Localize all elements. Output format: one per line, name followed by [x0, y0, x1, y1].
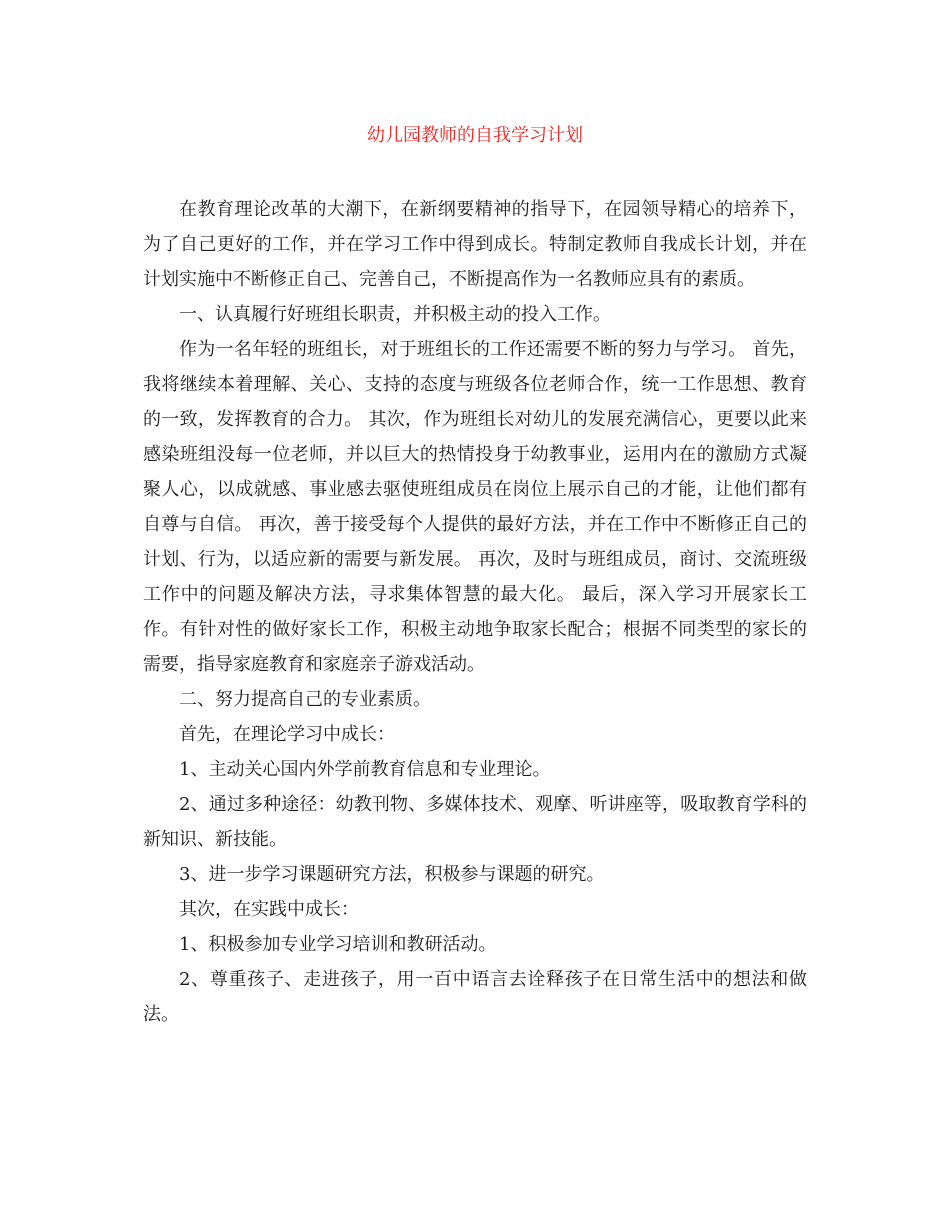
- document-title: 幼儿园教师的自我学习计划: [367, 125, 583, 146]
- document-body: [143, 192, 807, 1032]
- paragraph-section-1: 作为一名年轻的班组长，对于班组长的工作还需要不断的努力与学习。 首先，我将继续本着理解、关心、支持的态度与班级各位老师合作，统一工作思想、教育的一致，发挥教育的合力。 其次，作为班组长对幼儿的发展充满信心，更要以此来感染班组没每一位老师，并以巨大的热情投身于幼教事业，运用内在的激励方式凝聚人心，以成就感、事业感去驱使班组成员在岗位上展示自己的才能，让他们都有自尊与自信。 再次，善于接受每个人提供的最好方法，并在工作中不断修正自己的计划、行为，以适应新的需要与新发展。 再次，及时与班组成员，商讨、交流班级工作中的问题及解决方法，寻求集体智慧的最大化。 最后，深入学习开展家长工作。有针对性的做好家长工作，积极主动地争取家长配合；根据不同类型的家长的需要，指导家庭教育和家庭亲子游戏活动。: [143, 339, 807, 675]
- heading-section-1: 一、认真履行好班组长职责，并积极主动的投入工作。: [179, 304, 611, 325]
- heading-section-2: 二、努力提高自己的专业素质。: [179, 689, 431, 710]
- list-item-theory-1: 1、主动关心国内外学前教育信息和专业理论。: [179, 759, 551, 780]
- list-item-theory-3: 3、进一步学习课题研究方法，积极参与课题的研究。: [179, 864, 605, 885]
- list-item-practice-1: 1、积极参加专业学习培训和教研活动。: [179, 934, 497, 955]
- list-item-practice-2: 2、尊重孩子、走进孩子，用一百中语言去诠释孩子在日常生活中的想法和做法。: [143, 969, 807, 1025]
- list-item-theory-2: 2、通过多种途径：幼教刊物、多媒体技术、观摩、听讲座等，吸取教育学科的新知识、新技能。: [143, 794, 807, 850]
- subheading-practice: 其次，在实践中成长：: [179, 899, 359, 920]
- subheading-theory: 首先，在理论学习中成长：: [179, 724, 395, 745]
- paragraph-intro: 在教育理论改革的大潮下，在新纲要精神的指导下，在园领导精心的培养下，为了自己更好的工作，并在学习工作中得到成长。特制定教师自我成长计划，并在计划实施中不断修正自己、完善自己，不断提高作为一名教师应具有的素质。: [143, 199, 807, 290]
